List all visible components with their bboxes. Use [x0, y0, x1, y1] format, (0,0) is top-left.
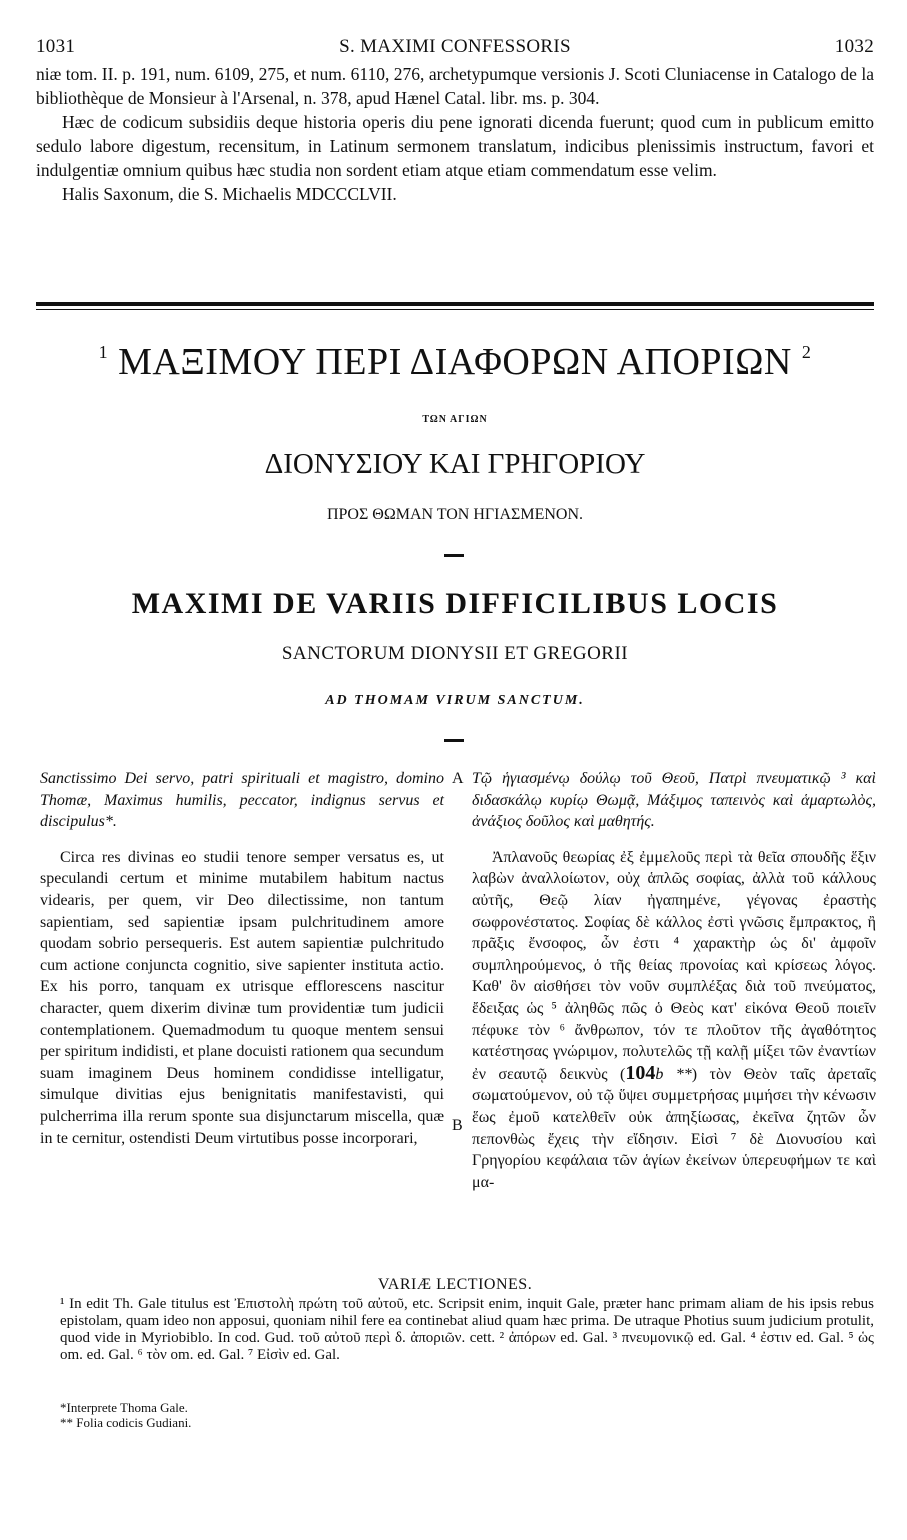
latin-subtitle-2: AD THOMAM VIRUM SANCTUM. — [325, 693, 585, 708]
preface-paragraph: niæ tom. II. p. 191, num. 6109, 275, et num. 6110, 276, archetypumque versionis J. Scoti Cluniacense in Catalogo de la bibliothèque de Monsieur à l'Arsenal, n. 378, apud Hænel Catal. libr. ms. p. 304. — [36, 64, 874, 108]
footnote-ref: 2 — [801, 342, 812, 362]
margin-marker-b: B — [452, 1117, 463, 1134]
folio-number: 104 — [625, 1061, 656, 1084]
footnote-ref: 1 — [98, 342, 109, 362]
greek-small-caption: ΤΩΝ ΑΓΙΩΝ — [422, 414, 488, 425]
latin-body: Circa res divinas eo studii tenore semper versatus es, ut speculandi certum et minime mutabilem habitum nactus videaris, per quem, vir Deo dilectissime, non tantum sapientiam, sed sapientiæ ipsam pulchritudinem amore quodam sobrio persequeris. Est autem sapientiæ pulchritudo cum actione conjuncta cognitio, sive sapienter instituta actio. Ex his porro, tanquam ex utrisque efflorescens nascitur character, quem dixerim divinæ tum providentiæ tum judicii contemplationem. Quemadmodum tu quoque mentem sensui per spiritum indidisti, et plane docuisti rationem qua secundum suam imaginem Deus hominem condidisse intelligatur, simulque divitias ejus benignitatis manifestavisti, qui pulcherrima illa rerum sponte sua disjunctarum miscella, quæ in te cernitur, ostendisti Deum virtutibus posse incorporari, — [40, 848, 444, 1147]
running-title: S. MAXIMI CONFESSORIS — [339, 36, 571, 57]
greek-title-text: ΜΑΞΙΜΟΥ ΠΕΡΙ ΔΙΑΦΟΡΩΝ ΑΠΟΡΙΩΝ — [118, 341, 792, 383]
footnotes — [60, 1400, 460, 1430]
divider-thick — [36, 302, 874, 306]
center-dash — [444, 739, 464, 742]
running-head — [36, 36, 874, 60]
footnote: *Interprete Thoma Gale. — [60, 1400, 188, 1415]
variae-lectiones-heading: VARIÆ LECTIONES. — [377, 1276, 533, 1293]
variae-text: ¹ In edit Th. Gale titulus est Ἐπιστολὴ πρώτη τοῦ αὐτοῦ, etc. Scripsit enim, inquit Gale, præter hanc primam aliam de his ipsis rebus epistolam, quam ideo non apposui, quoniam nihil fere ea continebat aliud quam hæc prima. De utraque Photius suum judicium protulit, quod vide in Myriobiblo. In cod. Gud. τοῦ αὐτοῦ περὶ δ. ἀποριῶν. cett. ² ἀπόρων ed. Gal. ³ πνευμονικῷ ed. Gal. ⁴ ἐστιν ed. Gal. ⁵ ὡς om. ed. Gal. ⁶ τὸν om. ed. Gal. ⁷ Εἰσὶν ed. Gal. — [60, 1296, 874, 1363]
preface-ending — [36, 62, 874, 206]
page-number-left: 1031 — [36, 36, 76, 57]
page-number-right: 1032 — [834, 36, 874, 57]
greek-title — [36, 340, 874, 384]
greek-subtitle: ΔΙΟΝΥΣΙΟΥ ΚΑΙ ΓΡΗΓΟΡΙΟΥ — [264, 448, 646, 480]
latin-title: MAXIMI DE VARIIS DIFFICILIBUS LOCIS — [131, 587, 779, 620]
latin-subtitle: SANCTORUM DIONYSII ET GREGORII — [281, 643, 629, 664]
greek-dedication: Τῷ ἡγιασμένῳ δούλῳ τοῦ Θεοῦ, Πατρὶ πνευματικῷ ³ καὶ διδασκάλῳ κυρίῳ Θωμᾷ, Μάξιμος ταπεινὸς καὶ ἁμαρτωλὸς, ἀνάξιος δοῦλος καὶ μαθητής. — [472, 770, 876, 831]
greek-subtitle-2: ΠΡΟΣ ΘΩΜΑΝ ΤΟΝ ΗΓΙΑΣΜΕΝΟΝ. — [326, 506, 584, 523]
footnote: ** Folia codicis Gudiani. — [60, 1415, 192, 1430]
preface-signature: Halis Saxonum, die S. Michaelis MDCCCLVII. — [62, 184, 397, 204]
preface-paragraph: Hæc de codicum subsidiis deque historia operis diu pene ignorati dicenda fuerunt; quod cum in publicum emitto sedulo labore digestum, recensitum, in Latinum sermonem translatum, indicibus plenissimis instructum, favori et indulgentiæ omnium quibus hæc studia non sordent etiam atque etiam commendatum esse velim. — [36, 112, 874, 180]
divider-thin — [36, 309, 874, 310]
folio-suffix: b ** — [655, 1065, 692, 1083]
margin-marker-a: A — [452, 770, 464, 787]
variae-lectiones — [60, 1296, 874, 1364]
greek-body-part: ) τὸν Θεὸν ταῖς ἀρεταῖς σωματούμενον, οὐ τῷ ὕψει συμμετρήσας μιμήσει τὴν κένωσιν ἕως ἐμοῦ κατελθεῖν οὐκ ἀπηξίωσας, ἐκεῖνα ζητῶν ὧν πεπονθὼς ἔχεις τὴν εἴδησιν. Εἰσὶ ⁷ δὲ Διονυσίου καὶ Γρηγορίου κεφάλαια τῶν ἁγίων ἐκείνων ὑπερευφήμων τε καὶ μα- — [472, 1065, 876, 1191]
center-dash — [444, 554, 464, 557]
greek-column — [472, 768, 876, 1193]
greek-body — [472, 847, 876, 1194]
latin-dedication: Sanctissimo Dei servo, patri spirituali et magistro, domino Thomæ, Maximus humilis, peccator, indignus servus et discipulus*. — [40, 770, 444, 831]
latin-column — [40, 768, 444, 1149]
greek-body-part: Ἀπλανοῦς θεωρίας ἐξ ἐμμελοῦς περὶ τὰ θεῖα σπουδῆς ἕξιν λαβὼν ἀναλλοίωτον, οὐχ ἁπλῶς σοφίας, ἀλλὰ τοῦ κάλλους αὐτῆς, Θεῷ λίαν ἠγαπημένε, γέγονας ἐραστὴς σωφρονέστατος. Σοφίας δὲ κάλλος ἐστὶ γνῶσις ἔμπρακτος, ἢ πρᾶξις ἔνσοφος, ὧν ἐστι ⁴ χαρακτὴρ ὡς δι' ἀμφοῖν συμπληρούμενος, ὁ τῆς θείας προνοίας καὶ κρίσεως λόγος. Καθ' ὃν αἰσθήσει τὸν νοῦν συμπλέξας διὰ τοῦ πνεύματος, ἔδειξας ὡς ⁵ ἀληθῶς πῶς ὁ Θεὸς κατ' εἰκόνα Θεοῦ ποιεῖν πέφυκε τὸν ⁶ ἄνθρωπον, τόν τε πλοῦτον τῆς ἀγαθότητος κατέστησας γνώριμον, πολυτελῶς τῇ καλῇ μίξει τῶν ἐναντίων ἐν σεαυτῷ δεικνὺς ( — [472, 848, 876, 1083]
